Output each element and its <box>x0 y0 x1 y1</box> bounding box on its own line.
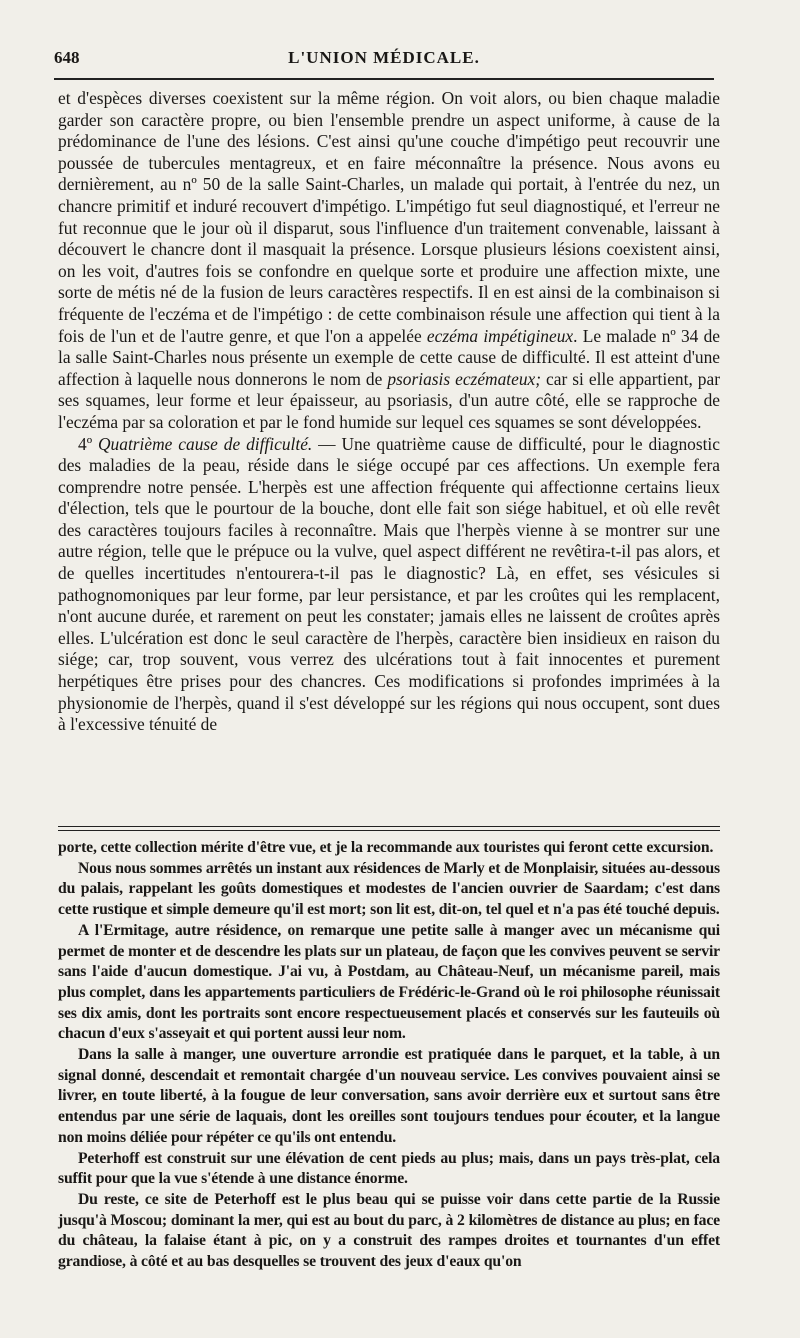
journal-title: L'UNION MÉDICALE. <box>288 48 480 67</box>
article-paragraph-1 <box>58 88 720 434</box>
feuilleton-paragraph: porte, cette collection mérite d'être vue, et je la recommande aux touristes qui feront cette excursion. <box>58 839 714 856</box>
text-run: 4º <box>78 433 98 454</box>
page-number: 648 <box>54 48 80 67</box>
feuilleton-paragraph: Dans la salle à manger, une ouverture arrondie est pratiquée dans le parquet, et la table, à un signal donné, descendait et remontait chargée d'un nouveau service. Les convives pouvaient ainsi se livrer, en toute liberté, à la fougue de leur conversation, sans avoir derrière eux et surtout sans être entendus par une série de laquais, dont les oreilles sont toujours tendues pour écouter, et la langue non moins déliée pour répéter ce qu'ils ont entendu. <box>58 1046 720 1146</box>
italic-term: eczéma impétigineux <box>426 325 574 346</box>
text-run: et d'espèces diverses coexistent sur la même région. On voit alors, ou bien chaque maladie garder son caractère propre, ou bien l'ensemble prendre un aspect uniforme, à cause de la prédominance de l'une des lésions. C'est ainsi qu'une couche d'impétigo peut recouvrir une poussée de tubercules mentagreux, et en faire méconnaître la présence. Nous avons eu dernièrement, au nº 50 de la salle Saint-Charles, un malade qui portait, à l'entrée du nez, un chancre primitif et induré recouvert d'impétigo. L'impétigo fut seul diagnostiqué, et l'erreur ne fut reconnue que le jour où il disparut, sous l'influence d'un traitement convenable, laissant à découvert le chancre dont il masquait la présence. Lorsque plusieurs lésions coexistent ainsi, on les voit, d'autres fois se confondre en quelque sorte et produire une affection mixte, une sorte de métis né de la fusion de leurs caractères respectifs. Il en est ainsi de la combinaison si fréquente de l'eczéma et de l'impétigo : de cette combinaison résule une affection qui tient à la fois de l'un et de l'autre genre, et que l'on a appelée <box>58 88 720 346</box>
feuilleton-paragraph: Du reste, ce site de Peterhoff est le plus beau qui se puisse voir dans cette partie de la Russie jusqu'à Moscou; dominant la mer, qui est au bout du parc, à 2 kilomètres de distance au plus; en face du château, la falaise étant à pic, on y a construit des rampes droites et tournantes d'un effet grandiose, à côté et au bas desquelles se trouvent des jeux d'eaux qu'on <box>58 1190 720 1271</box>
text-run: . Le malade nº 34 de la salle Saint-Charles nous présente un exemple de cette cause de difficulté. Il est atteint d'une affection à laquelle nous donnerons le nom de <box>58 325 721 389</box>
feuilleton-paragraph: A l'Ermitage, autre résidence, on remarque une petite salle à manger avec un mécanisme qui permet de monter et de descendre les plats sur un plateau, de façon que les convives peuvent se servir sans l'aide d'aucun domestique. J'ai vu, à Postdam, au Château-Neuf, un mécanisme pareil, mais plus complet, dans les appartements particuliers de Frédéric-le-Grand où le roi philosophe réunissait ses dix amis, dont les portraits sont encore respectueusement placés et conservés sur les fauteuils où chacun d'eux s'asseyait et qui portent aussi leur nom. <box>58 921 720 1043</box>
text-run: car si elle appartient, par ses squames, leur forme et leur épaisseur, au psoriasis, d'un autre côté, elle se rapproche de l'eczéma par sa coloration et par le fond humide sur lequel ces squames se sont développées. <box>58 368 720 432</box>
text-run: — Une quatrième cause de difficulté, pour le diagnostic des maladies de la peau, réside dans le siége occupé par ces affections. Un exemple fera comprendre notre pensée. L'herpès est une affection fréquente qui affectionne certains lieux d'élection, tels que le pourtour de la bouche, dont elle fait son siége habituel, et où elle revêt des caractères toujours faciles à reconnaître. Mais que l'herpès vienne à se montrer sur une autre région, telle que le prépuce ou la vulve, quel aspect différent ne revêtira-t-il pas alors, et de quelles incertitudes n'entourera-t-il pas le diagnostic? Là, en effet, ses vésicules si pathognomoniques par leur forme, par leur persistance, et par les croûtes qui les remplacent, n'ont aucune durée, et rarement on peut les constater; jamais elles ne laissent de croûtes après elles. L'ulcération est donc le seul caractère de l'herpès, caractère bien insidieux en raison du siége; car, trop souvent, vous verrez des ulcérations tout à fait innocentes et purement herpétiques être prises pour des chancres. Ces modifications si profondes imprimées à la physionomie de l'herpès, quand il s'est développé sur les régions qui nous occupent, sont dues à l'excessive ténuité de <box>58 433 720 735</box>
running-header <box>54 44 714 74</box>
feuilleton-paragraph: Peterhoff est construit sur une élévation de cent pieds au plus; mais, dans un pays très-plat, cela suffit pour que la vue s'étende à une distance énorme. <box>58 1149 720 1188</box>
feuilleton-separator <box>58 826 720 831</box>
main-article <box>58 88 720 736</box>
feuilleton-paragraph: Nous nous sommes arrêtés un instant aux résidences de Marly et de Monplaisir, situées au-dessous du palais, rappelant les goûts domestiques et modestes de l'ancien ouvrier de Saardam; c'est dans cette rustique et simple demeure qu'il est mort; son lit est, dit-on, tel quel et n'a pas été touché depuis. <box>58 859 720 919</box>
feuilleton <box>58 838 720 1273</box>
section-heading: Quatrième cause de difficulté. <box>98 433 313 454</box>
article-paragraph-2 <box>58 434 720 736</box>
italic-term: psoriasis eczémateux; <box>387 368 542 389</box>
header-rule <box>54 78 714 80</box>
